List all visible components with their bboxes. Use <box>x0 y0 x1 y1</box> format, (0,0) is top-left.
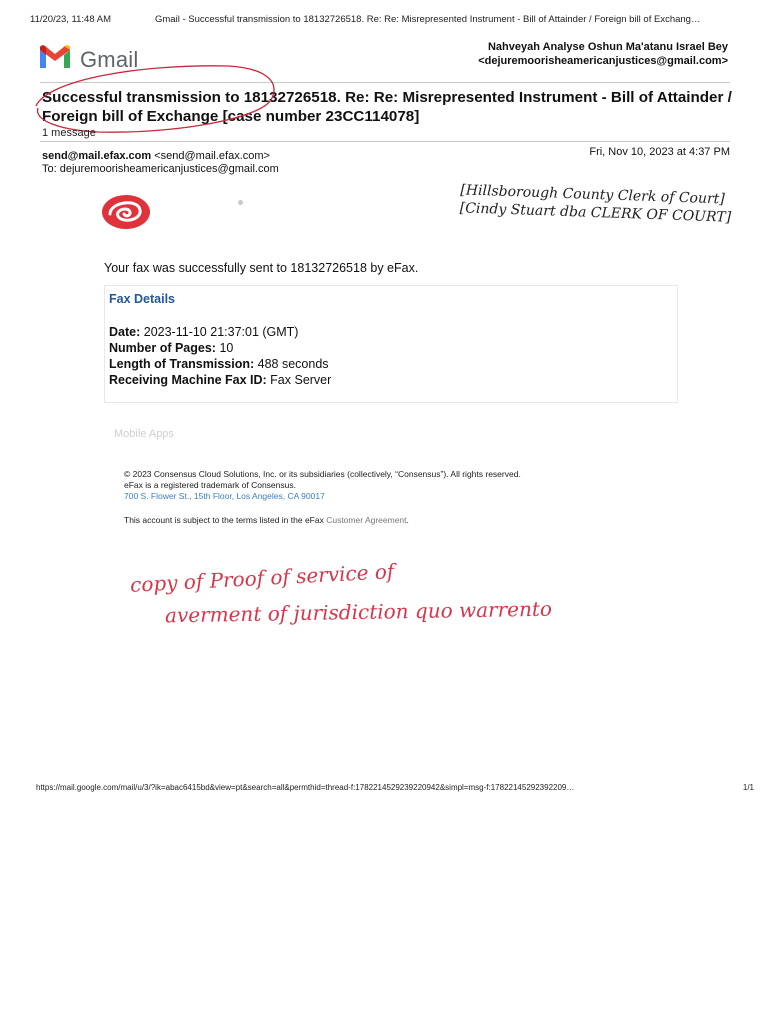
terms-text: This account is subject to the terms listed in the eFax <box>124 515 327 525</box>
address-link[interactable]: 700 S. Flower St., 15th Floor, Los Angeles, CA 90017 <box>124 491 325 501</box>
fax-detail-row <box>109 324 331 340</box>
fax-detail-value: 2023-11-10 21:37:01 (GMT) <box>143 325 299 339</box>
terms-line <box>124 515 409 525</box>
trademark-text: eFax is a registered trademark of Consensus. <box>124 480 296 490</box>
page-number: 1/1 <box>742 783 754 792</box>
print-datetime: 11/20/23, 11:48 AM <box>30 14 111 25</box>
fax-detail-label: Receiving Machine Fax ID: <box>109 373 267 387</box>
fax-detail-value: 488 seconds <box>257 357 329 371</box>
sender-block <box>42 150 279 176</box>
fax-details-heading: Fax Details <box>109 292 176 306</box>
fax-detail-row <box>109 356 331 372</box>
handwritten-red-note-line1: copy of Proof of service of <box>129 559 395 597</box>
copyright-text: © 2023 Consensus Cloud Solutions, Inc. or its subsidiaries (collectively, “Consensus”). All rights reserved. <box>124 469 521 479</box>
print-url: https://mail.google.com/mail/u/3/?ik=abac6415bd&view=pt&search=all&permthid=thread-f:1782214529239220942&simpl=msg-f:17822145292392209… <box>36 783 575 792</box>
account-name: Nahveyah Analyse Oshun Ma'atanu Israel Bey <box>487 41 728 53</box>
mobile-apps-link[interactable]: Mobile Apps <box>114 428 174 440</box>
fax-detail-value: Fax Server <box>270 373 332 387</box>
handwritten-line: [Cindy Stuart dba CLERK OF COURT] <box>459 200 732 226</box>
fax-detail-value: 10 <box>219 341 234 355</box>
fax-detail-row <box>109 340 331 356</box>
terms-period: . <box>406 515 409 525</box>
sender-address: send@mail.efax.com <box>42 150 152 162</box>
fax-detail-label: Date: <box>109 325 141 339</box>
message-count: 1 message <box>42 127 96 139</box>
fax-details-rows <box>109 324 331 388</box>
fax-detail-row <box>109 372 331 388</box>
scan-speck <box>238 200 243 205</box>
email-footer <box>124 469 521 502</box>
handwritten-recipient-note <box>459 181 732 226</box>
email-subject: Successful transmission to 18132726518. Re: Re: Misrepresented Instrument - Bill of Attainder / Foreign bill of Exchange [case number 23CC114078] <box>42 89 732 125</box>
sender-display: <send@mail.efax.com> <box>154 150 270 162</box>
account-email: <dejuremoorisheamericanjustices@gmail.com> <box>478 55 728 67</box>
account-info <box>478 40 728 68</box>
efax-swirl-icon <box>100 192 152 237</box>
fax-details-panel <box>104 285 678 403</box>
customer-agreement-link[interactable]: Customer Agreement <box>326 515 407 525</box>
print-page-title: Gmail - Successful transmission to 18132726518. Re: Re: Misrepresented Instrument - Bill of Attainder / Foreign bill of Exchang… <box>155 14 701 25</box>
fax-detail-label: Length of Transmission: <box>109 357 255 371</box>
sent-date: Fri, Nov 10, 2023 at 4:37 PM <box>589 146 730 158</box>
fax-detail-label: Number of Pages: <box>109 341 216 355</box>
divider <box>40 141 730 142</box>
handwritten-line: [Hillsborough County Clerk of Court] <box>460 182 726 208</box>
recipient-line: To: dejuremoorisheamericanjustices@gmail.com <box>42 163 279 175</box>
fax-sent-message: Your fax was successfully sent to 18132726518 by eFax. <box>104 261 419 275</box>
handwritten-red-note-line2: averment of jurisdiction quo warrento <box>164 596 553 628</box>
gmail-wordmark: Gmail <box>80 46 139 72</box>
